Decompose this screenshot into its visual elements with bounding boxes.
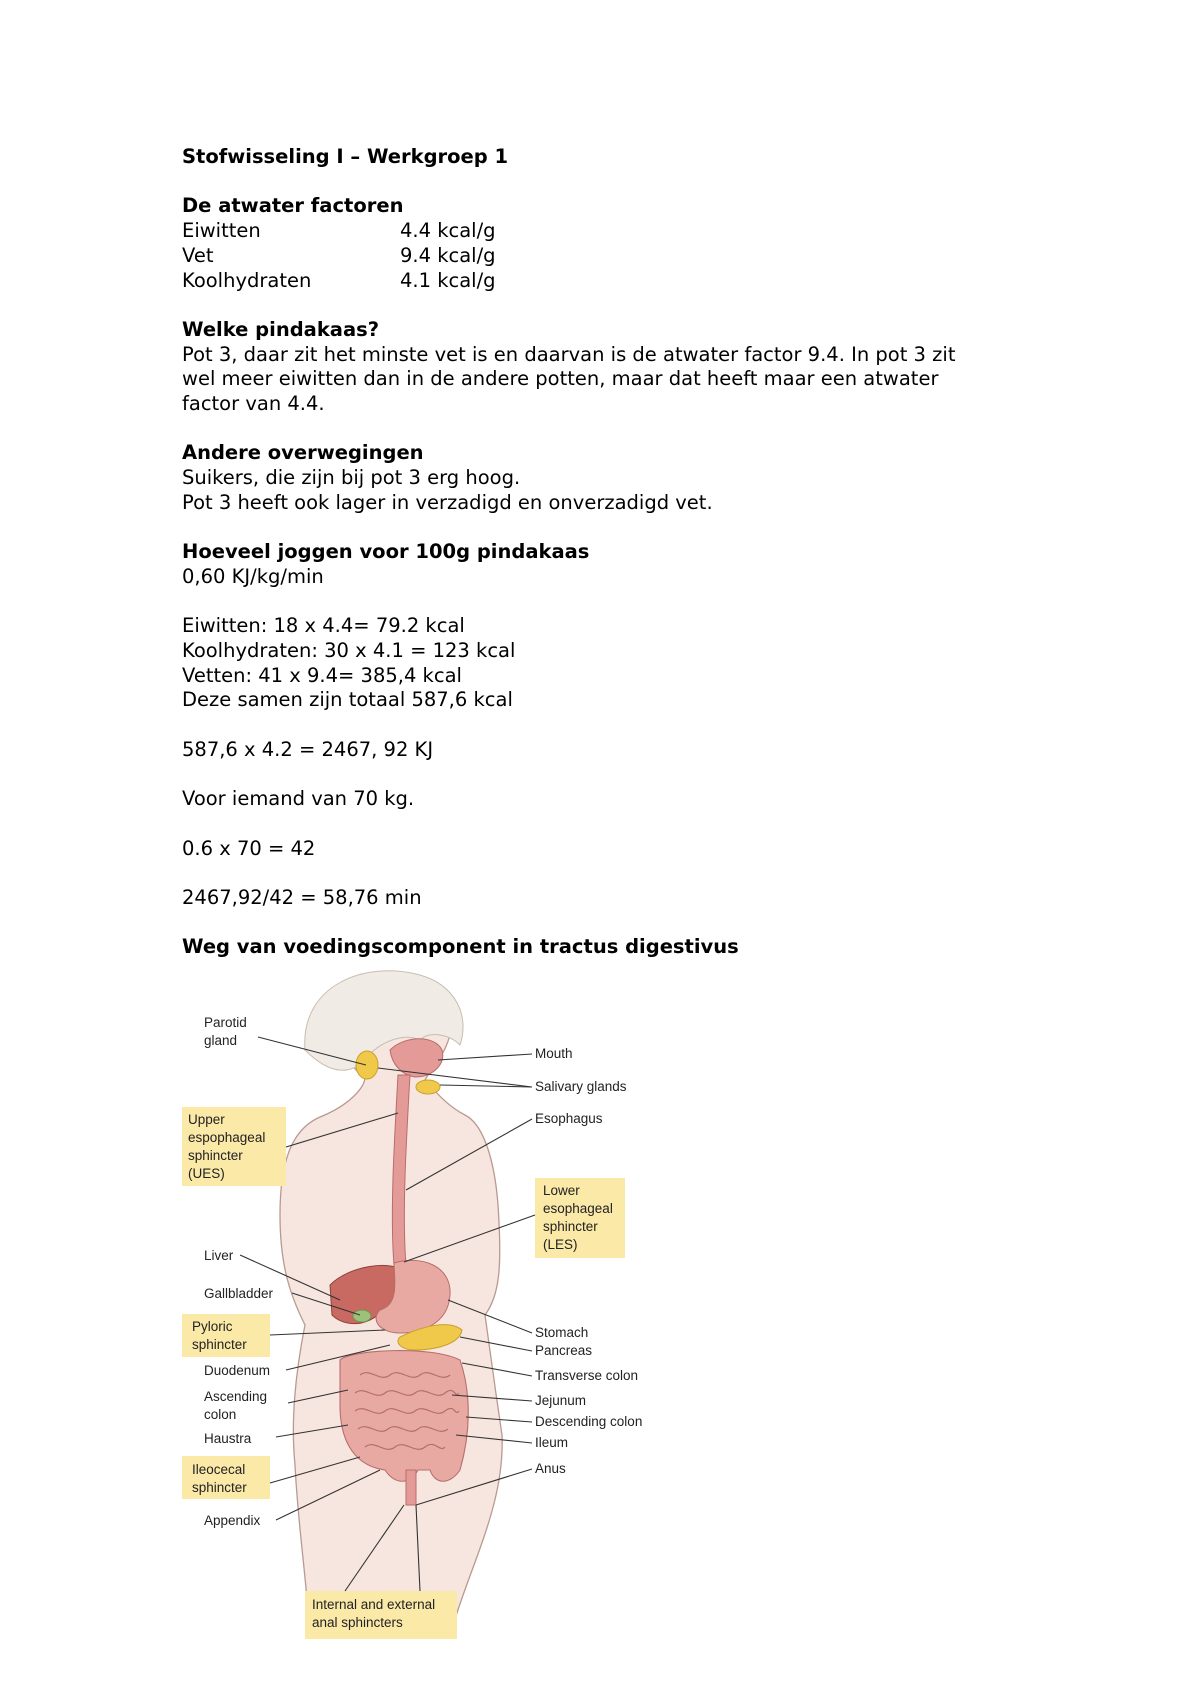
atwater-row <box>182 244 1062 269</box>
result-line: 2467,92/42 = 58,76 min <box>182 885 422 909</box>
label-haustra: Haustra <box>204 1431 252 1446</box>
label-pyloric: Pyloric <box>192 1319 233 1334</box>
atwater-row <box>182 219 1062 244</box>
weight-line: 0.6 x 70 = 42 <box>182 836 316 860</box>
calc-line: Koolhydraten: 30 x 4.1 = 123 kcal <box>182 638 516 662</box>
label-anal-sphincters: Internal and external <box>312 1597 436 1612</box>
atwater-row <box>182 269 1062 294</box>
label-ues: Upper <box>188 1112 225 1127</box>
label-gallbladder: Gallbladder <box>204 1286 274 1301</box>
label-esophagus: Esophagus <box>535 1111 603 1126</box>
label-parotid: Parotid <box>204 1015 247 1030</box>
digestive-system-figure <box>180 965 660 1645</box>
label-ues: (UES) <box>188 1166 225 1181</box>
label-les: esophageal <box>543 1201 613 1216</box>
label-ascending-colon: Ascending <box>204 1389 268 1404</box>
digestive-system-illustration <box>180 965 660 1645</box>
label-anus: Anus <box>535 1461 566 1476</box>
label-salivary: Salivary glands <box>535 1079 627 1094</box>
atwater-value: 4.1 kcal/g <box>400 268 496 292</box>
paragraph-line: wel meer eiwitten dan in de andere potten, maar dat heeft maar een atwater <box>182 367 939 391</box>
paragraph-line: Pot 3, daar zit het minste vet is en daarvan is de atwater factor 9.4. In pot 3 zit <box>182 342 956 366</box>
atwater-name: Koolhydraten <box>182 268 312 292</box>
label-jejunum: Jejunum <box>535 1393 587 1408</box>
calc-line: Vetten: 41 x 9.4= 385,4 kcal <box>182 663 462 687</box>
label-liver: Liver <box>204 1248 234 1263</box>
label-pyloric: sphincter <box>192 1337 247 1352</box>
jog-rate: 0,60 KJ/kg/min <box>182 564 324 588</box>
paragraph-line: factor van 4.4. <box>182 392 325 415</box>
paragraph-line: Suikers, die zijn bij pot 3 erg hoog. <box>182 466 521 490</box>
paragraph-line: Pot 3 heeft ook lager in verzadigd en onverzadigd vet. <box>182 490 713 514</box>
label-duodenum: Duodenum <box>204 1363 271 1378</box>
label-anal-sphincters: anal sphincters <box>312 1615 403 1630</box>
label-appendix: Appendix <box>204 1513 261 1528</box>
label-ileum: Ileum <box>535 1435 569 1450</box>
overwegingen-heading: Andere overwegingen <box>182 441 424 465</box>
label-transverse-colon: Transverse colon <box>535 1368 639 1383</box>
pindakaas-heading: Welke pindakaas? <box>182 317 380 341</box>
atwater-heading: De atwater factoren <box>182 194 404 218</box>
parotid-gland <box>356 1051 378 1079</box>
atwater-name: Vet <box>182 243 214 267</box>
label-ascending-colon: colon <box>204 1407 237 1422</box>
salivary-gland <box>416 1080 440 1094</box>
label-ileocecal: sphincter <box>192 1480 247 1495</box>
label-ues: espophageal <box>188 1130 266 1145</box>
kj-line: 587,6 x 4.2 = 2467, 92 KJ <box>182 737 434 761</box>
label-stomach: Stomach <box>535 1325 589 1340</box>
calc-line: Deze samen zijn totaal 587,6 kcal <box>182 688 513 712</box>
label-les: Lower <box>543 1183 580 1198</box>
label-parotid: gland <box>204 1033 238 1048</box>
atwater-value: 9.4 kcal/g <box>400 243 496 267</box>
label-pancreas: Pancreas <box>535 1343 593 1358</box>
tractus-heading: Weg van voedingscomponent in tractus digestivus <box>182 935 739 959</box>
label-les: (LES) <box>543 1237 578 1252</box>
joggen-heading: Hoeveel joggen voor 100g pindakaas <box>182 540 590 564</box>
person-line: Voor iemand van 70 kg. <box>182 787 415 811</box>
atwater-name: Eiwitten <box>182 219 261 243</box>
label-les: sphincter <box>543 1219 598 1234</box>
gallbladder <box>353 1310 371 1322</box>
atwater-value: 4.4 kcal/g <box>400 219 496 243</box>
label-ues: sphincter <box>188 1148 243 1163</box>
document-title: Stofwisseling I – Werkgroep 1 <box>182 145 509 168</box>
calc-line: Eiwitten: 18 x 4.4= 79.2 kcal <box>182 614 465 638</box>
label-mouth: Mouth <box>535 1046 573 1061</box>
rectum <box>406 1470 416 1505</box>
document-body <box>182 145 1062 960</box>
label-ileocecal: Ileocecal <box>192 1462 246 1477</box>
label-descending-colon: Descending colon <box>535 1414 643 1429</box>
